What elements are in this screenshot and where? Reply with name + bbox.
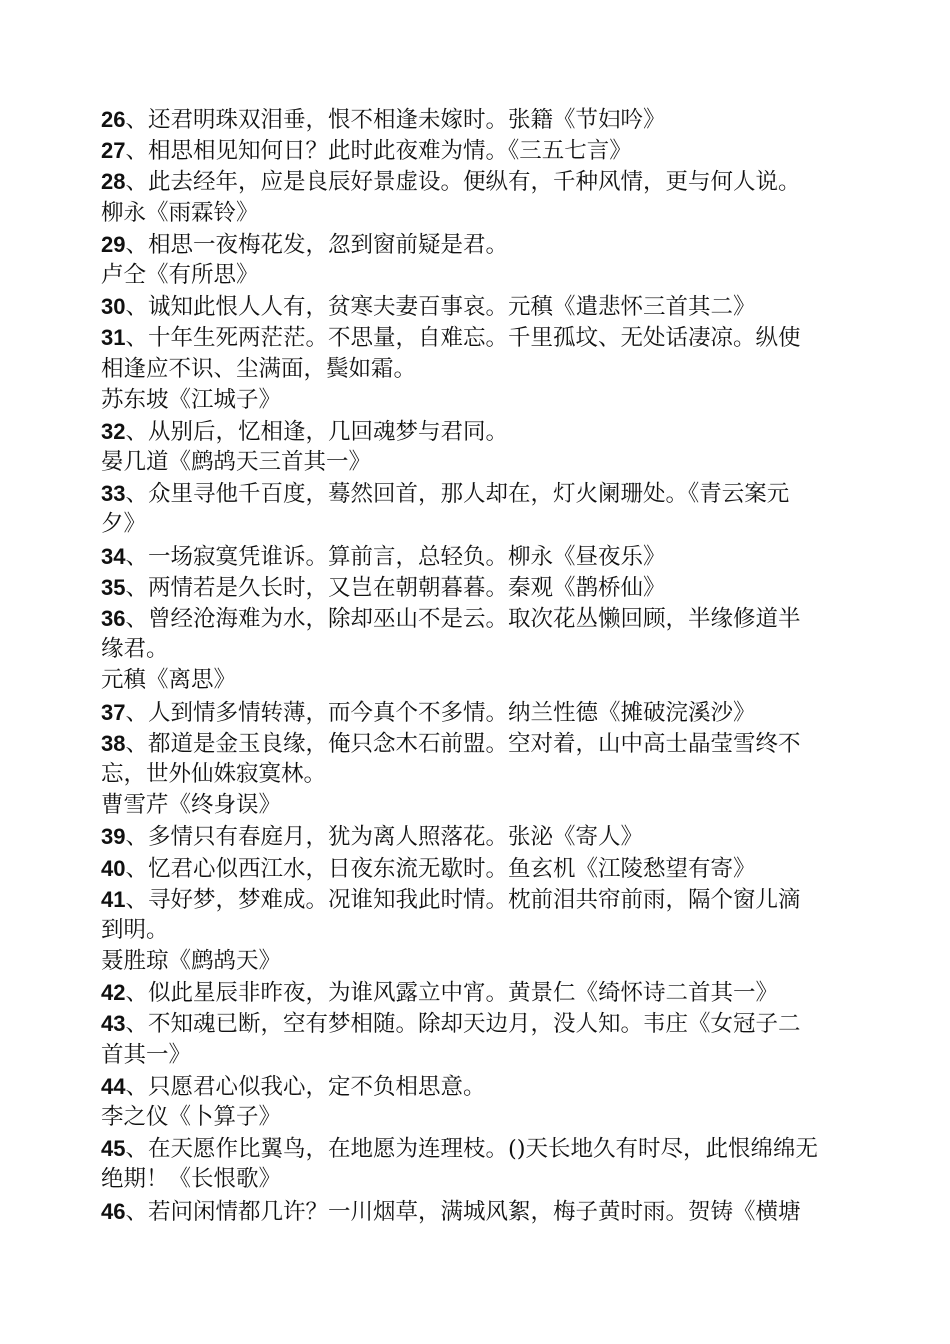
line-text: 晏几道《鹧鸪天三首其一》 — [101, 449, 372, 476]
text-line — [101, 198, 853, 229]
line-text: 、不知魂已断，空有梦相随。除却天边月，没人知。韦庄《女冠子二 — [125, 1011, 801, 1038]
text-line — [101, 509, 853, 540]
line-text: 、从别后，忆相逢，几回魂梦与君同。 — [125, 418, 508, 445]
line-text: 、相思相见知何日？此时此夜难为情。《三五七言》 — [125, 138, 632, 165]
line-text: 、都道是金玉良缘，俺只念木石前盟。空对着，山中高士晶莹雪终不 — [125, 730, 801, 757]
item-number: 29 — [101, 231, 126, 257]
line-text: 夕》 — [101, 511, 147, 538]
text-line — [101, 541, 853, 572]
line-text: 元稹《离思》 — [101, 667, 237, 694]
text-line — [101, 322, 853, 353]
line-text: 忘，世外仙姝寂寞林。 — [101, 760, 327, 787]
text-line — [101, 665, 853, 696]
text-line — [101, 946, 853, 977]
text-line — [101, 821, 853, 852]
item-number: 45 — [101, 1136, 126, 1162]
text-line — [101, 759, 853, 790]
text-line — [101, 1071, 853, 1102]
item-number: 36 — [101, 606, 126, 631]
item-number: 41 — [101, 886, 126, 912]
line-text: 曹雪芹《终身误》 — [101, 792, 282, 819]
line-text: 苏东坡《江城子》 — [101, 386, 282, 413]
line-text: 绝期！《长恨歌》 — [101, 1166, 282, 1193]
item-number: 39 — [101, 824, 126, 850]
item-number: 35 — [101, 574, 126, 600]
line-text: 、十年生死两茫茫。不思量，自难忘。千里孤坟、无处话凄凉。纵使 — [125, 325, 801, 352]
line-text: 首其一》 — [101, 1041, 192, 1068]
text-line — [101, 603, 853, 634]
line-text: 柳永《雨霖铃》 — [101, 199, 259, 226]
item-number: 42 — [101, 980, 126, 1006]
line-text: 、两情若是久长时，又岂在朝朝暮暮。秦观《鹊桥仙》 — [125, 574, 666, 601]
text-line — [101, 634, 853, 665]
text-line — [101, 1040, 853, 1071]
item-number: 34 — [101, 543, 126, 569]
line-text: 、多情只有春庭月，犹为离人照落花。张泌《寄人》 — [125, 824, 643, 851]
text-line — [101, 1133, 853, 1164]
line-text: 、众里寻他千百度，蓦然回首，那人却在，灯火阑珊处。《青云案元 — [125, 481, 790, 508]
text-line — [101, 229, 853, 260]
text-line — [101, 447, 853, 478]
text-line — [101, 977, 853, 1008]
text-line — [101, 697, 853, 728]
text-line — [101, 1196, 853, 1227]
line-text: 、诚知此恨人人有，贫寒夫妻百事哀。元稹《遣悲怀三首其二》 — [125, 294, 756, 321]
text-line — [101, 790, 853, 821]
line-text: 、此去经年，应是良辰好景虚设。便纵有，千种风情，更与何人说。 — [125, 169, 801, 196]
line-text: 卢仝《有所思》 — [101, 261, 259, 288]
line-text: 、相思一夜梅花发，忽到窗前疑是君。 — [125, 231, 508, 258]
line-text: 缘君。 — [101, 636, 169, 663]
text-line — [101, 853, 853, 884]
line-text: 、在天愿作比翼鸟，在地愿为连理枝。()天长地久有时尽，此恨绵绵无 — [125, 1136, 819, 1163]
item-number: 32 — [101, 418, 126, 444]
text-line — [101, 572, 853, 603]
item-number: 27 — [101, 138, 126, 164]
item-number: 44 — [101, 1073, 126, 1099]
text-line — [101, 291, 853, 322]
item-number: 37 — [101, 699, 126, 725]
text-line — [101, 884, 853, 915]
item-number: 40 — [101, 855, 126, 881]
item-number: 26 — [101, 107, 126, 132]
line-text: 、若问闲情都几许？一川烟草，满城风絮，梅子黄时雨。贺铸《横塘 — [125, 1198, 801, 1225]
line-text: 聂胜琼《鹧鸪天》 — [101, 948, 282, 975]
text-line — [101, 104, 853, 135]
text-line — [101, 135, 853, 166]
text-line — [101, 915, 853, 946]
text-line — [101, 260, 853, 291]
line-text: 、忆君心似西江水，日夜东流无歇时。鱼玄机《江陵愁望有寄》 — [125, 855, 756, 882]
line-text: 、一场寂寞凭谁诉。算前言，总轻负。柳永《昼夜乐》 — [125, 543, 666, 570]
text-line — [101, 728, 853, 759]
line-text: 、曾经沧海难为水，除却巫山不是云。取次花丛懒回顾，半缘修道半 — [125, 606, 801, 632]
line-text: 、人到情多情转薄，而今真个不多情。纳兰性德《摊破浣溪沙》 — [125, 699, 756, 726]
text-line — [101, 166, 853, 197]
line-text: 、只愿君心似我心，定不负相思意。 — [125, 1073, 486, 1100]
text-line — [101, 385, 853, 416]
line-text: 李之仪《卜算子》 — [101, 1104, 282, 1130]
line-text: 、还君明珠双泪垂，恨不相逢未嫁时。张籍《节妇吟》 — [125, 107, 666, 133]
text-line — [101, 1008, 853, 1039]
text-line — [101, 1102, 853, 1133]
item-number: 33 — [101, 481, 126, 507]
item-number: 30 — [101, 294, 126, 320]
line-text: 到明。 — [101, 916, 169, 943]
document-page — [101, 104, 853, 1227]
item-number: 38 — [101, 730, 126, 756]
text-line — [101, 478, 853, 509]
item-number: 43 — [101, 1011, 126, 1037]
line-text: 相逢应不识、尘满面，鬓如霜。 — [101, 355, 417, 382]
line-text: 、似此星辰非昨夜，为谁风露立中宵。黄景仁《绮怀诗二首其一》 — [125, 980, 778, 1007]
text-line — [101, 416, 853, 447]
text-line — [101, 354, 853, 385]
text-line — [101, 1164, 853, 1195]
line-text: 、寻好梦，梦难成。况谁知我此时情。枕前泪共帘前雨，隔个窗儿滴 — [125, 886, 801, 913]
item-number: 46 — [101, 1198, 126, 1224]
item-number: 31 — [101, 325, 126, 351]
item-number: 28 — [101, 169, 126, 195]
